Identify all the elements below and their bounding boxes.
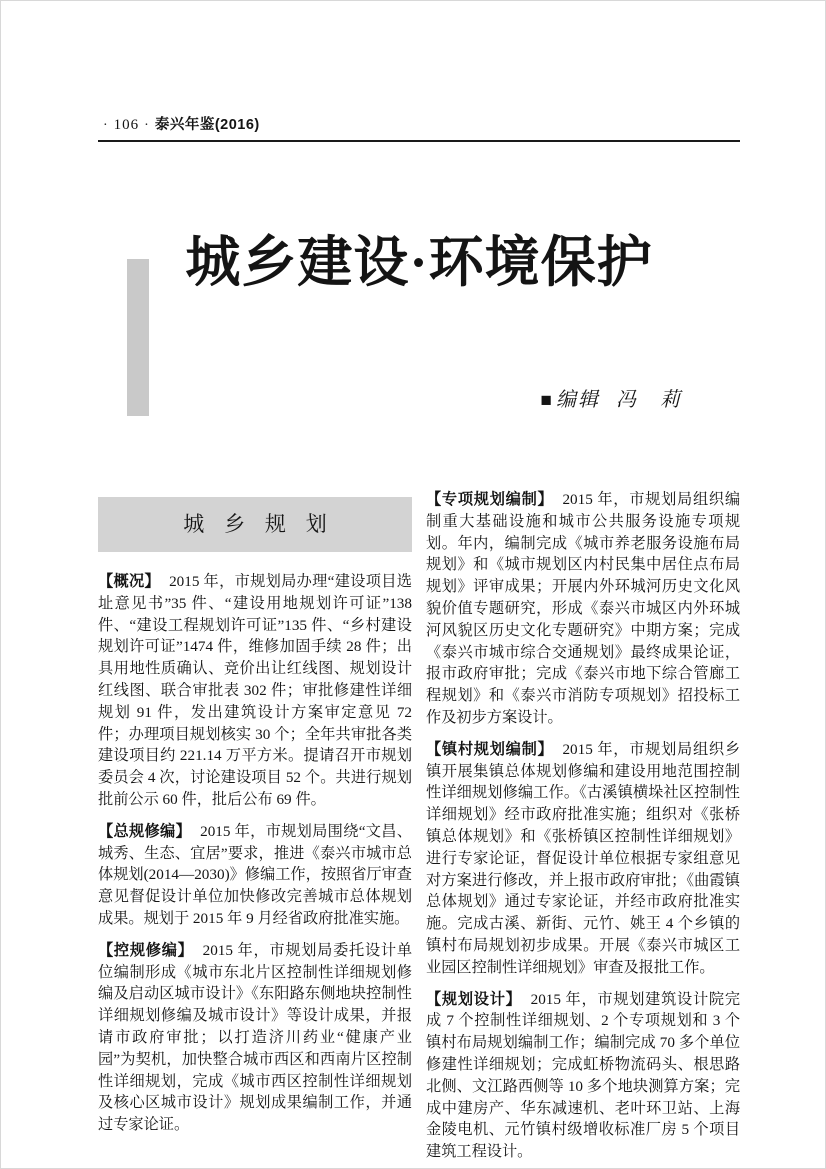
left-column bbox=[98, 489, 412, 1169]
paragraph-label: 【控规修编】 bbox=[98, 941, 194, 959]
content-columns bbox=[98, 489, 740, 1169]
paragraph-label: 【总规修编】 bbox=[98, 822, 192, 840]
editor-credit bbox=[98, 383, 740, 412]
paragraph-town-village-plan-compilation bbox=[426, 739, 740, 979]
paragraph-overview bbox=[98, 571, 412, 811]
header-rule bbox=[98, 140, 740, 142]
editor-square-icon: ■ bbox=[540, 390, 554, 411]
editor-name: 冯 莉 bbox=[616, 389, 682, 411]
paragraph-text: 2015 年，市规划局围绕“文昌、城秀、生态、宜居”要求，推进《泰兴市城市总体规划(2014—2030)》修编工作，按照省厅审查意见督促设计单位加快修改完善城市总体规划成果。规划于 2015 年 9 月经省政府批准实施。 bbox=[98, 822, 412, 927]
paragraph-label: 【规划设计】 bbox=[426, 990, 522, 1008]
page-number-dot-right: · bbox=[144, 118, 150, 133]
paragraph-text: 2015 年，市规划局组织编制重大基础设施和城市公共服务设施专项规划。年内，编制完成《城市养老服务设施布局规划》和《城市规划区内村民集中居住点布局规划》评审成果；开展内外环城河历史文化风貌价值专题研究，形成《泰兴市城区内外环城河风貌区历史文化专题研究》中期方案；完成《泰兴市城市综合交通规划》最终成果论证，报市政府审批；完成《泰兴市地下综合管廊工程规划》和《泰兴市消防专项规划》招投标工作及初步方案设计。 bbox=[426, 491, 741, 726]
paragraph-special-plan-compilation bbox=[426, 489, 740, 729]
chapter-title: 城乡建设·环境保护 bbox=[185, 232, 653, 293]
paragraph-text: 2015 年，市规划局办理“建设项目选址意见书”35 件、“建设用地规划许可证”138 件、“建设工程规划许可证”135 件、“乡村建设规划许可证”1474 件，维修加固手续 28 件；出具用地性质确认、竞价出让红线图、规划设计红线图、联合审批表 302 件；审批修建性详细规划 91 件，发出建筑设计方案审定意见 72 件；办理项目规划核实 30 个；全年共审批各类建设项目约 221.14 万平方米。提请召开市规划委员会 4 次，讨论建设项目 52 个。共进行规划批前公示 60 件，批后公布 69 件。 bbox=[98, 573, 412, 808]
paragraph-text: 2015 年，市规划局委托设计单位编制形成《城市东北片区控制性详细规划修编及启动区城市设计》《东阳路东侧地块控制性详细规划修编及城市设计》等设计成果，并报请市政府审批；以打造济川药业“健康产业园”为契机，加快整合城市西区和西南片区控制性详细规划，完成《城市西区控制性详细规划及核心区城市设计》规划成果编制工作，并通过专家论证。 bbox=[98, 941, 413, 1134]
paragraph-regulatory-plan-revision bbox=[98, 940, 412, 1136]
paragraph-label: 【镇村规划编制】 bbox=[426, 740, 554, 758]
page-number-dot-left: · bbox=[103, 118, 109, 133]
section-header-urban-rural-planning: 城 乡 规 划 bbox=[98, 497, 412, 552]
paragraph-label: 【专项规划编制】 bbox=[426, 491, 554, 508]
book-title: 泰兴年鉴(2016) bbox=[154, 117, 260, 133]
right-column bbox=[426, 489, 740, 1169]
paragraph-planning-design bbox=[426, 989, 740, 1163]
page-header bbox=[98, 113, 740, 134]
editor-label: 编辑 bbox=[556, 389, 600, 411]
paragraph-master-plan-revision bbox=[98, 821, 412, 930]
page-number: 106 bbox=[113, 117, 140, 133]
paragraph-text: 2015 年，市规划建筑设计院完成 7 个控制性详细规划、2 个专项规划和 3 个镇村布局规划编制工作；编制完成 70 多个单位修建性详细规划；完成虹桥物流码头、根思路北侧、文江路西侧等 10 多个地块测算方案；完成中建房产、华东减速机、老叶环卫站、上海金陵电机、元竹镇村级增收标准厂房 5 个项目建筑工程设计。 bbox=[426, 990, 741, 1161]
paragraph-text: 2015 年，市规划局组织乡镇开展集镇总体规划修编和建设用地范围控制性详细规划修编工作。《古溪镇横垛社区控制性详细规划》经市政府批准实施；组织对《张桥镇总体规划》和《张桥镇区控制性详细规划》进行专家论证，督促设计单位根据专家组意见对方案进行修改，并上报市政府审批；《曲霞镇总体规划》通过专家论证，并经市政府批准实施。完成古溪、新街、元竹、姚王 4 个乡镇的镇村布局规划初步成果。开展《泰兴市城区工业园区控制性详细规划》审查及报批工作。 bbox=[426, 740, 741, 976]
paragraph-label: 【概况】 bbox=[98, 573, 161, 590]
